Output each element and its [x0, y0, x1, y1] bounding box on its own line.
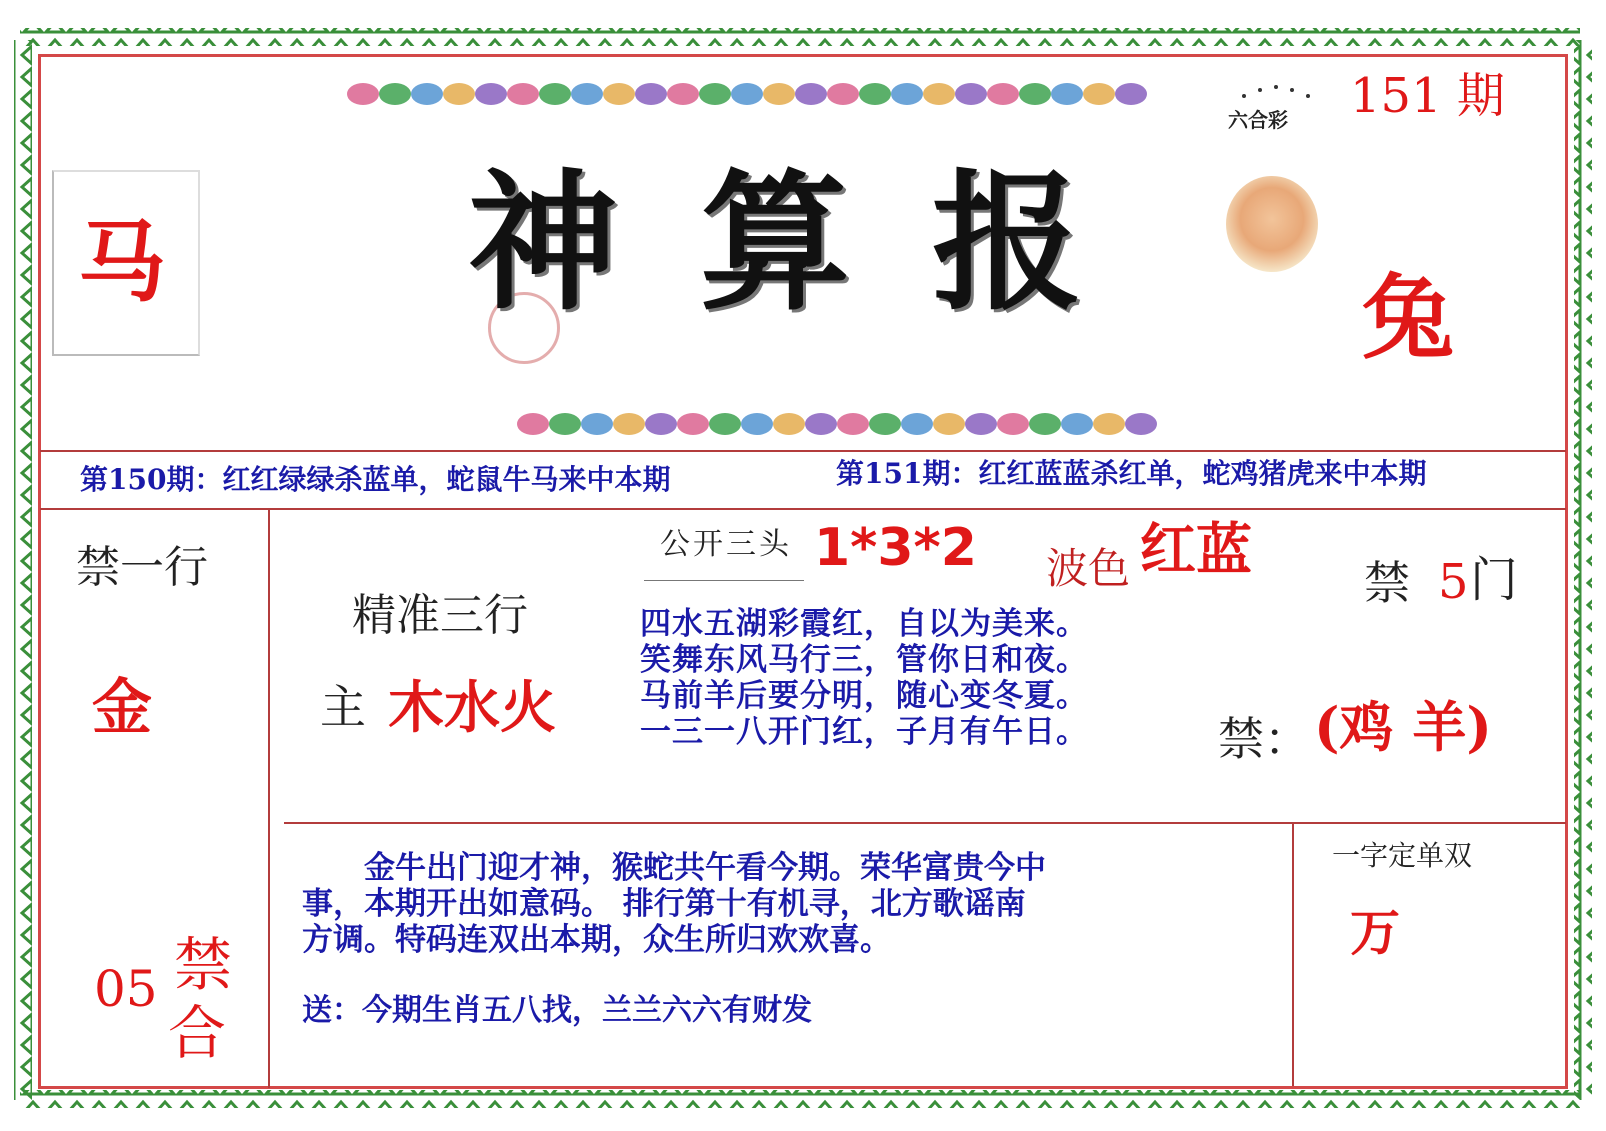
lottery-logo: [1224, 82, 1324, 142]
frame-right: [1565, 54, 1568, 1088]
three-lines-main-label: 主: [320, 680, 366, 734]
issue-number-unit: 期: [1456, 68, 1505, 124]
wave-label: 波色: [1046, 544, 1131, 593]
single-double-label: 一字定单双: [1332, 839, 1473, 872]
story-line: 方调。特码连双出本期，众生所归欢欢喜。: [302, 922, 891, 958]
ban-door-unit: 门: [1470, 552, 1519, 608]
story: [302, 850, 1046, 958]
story-line: 事，本期开出如意码。 排行第十有机寻，北方歌谣南: [302, 886, 1026, 922]
public-heads-value: 1*3*2: [814, 518, 977, 578]
top-right-zodiac: 兔: [1362, 264, 1455, 372]
issue-number: [1350, 68, 1505, 124]
single-double-value: 万: [1350, 903, 1400, 962]
wave-value: 红蓝: [1140, 517, 1252, 583]
poem-line: 一三一八开门红，子月有午日。: [640, 714, 1088, 750]
portrait-avatar: [1226, 176, 1318, 272]
ban-door-label: 禁: [1364, 556, 1410, 610]
history-top-rule: [40, 450, 1566, 452]
ban-line-label: 禁一行: [76, 542, 208, 593]
ban-line-value: 金: [92, 673, 152, 743]
history-right: 第151期：红红蓝蓝杀红单，蛇鸡猪虎来中本期: [836, 457, 1427, 490]
frame-left: [38, 54, 41, 1088]
lower-section-rule: [284, 822, 1566, 824]
ban-zodiac-value: (鸡 羊): [1314, 695, 1492, 759]
ban-combo-label-bottom: 合: [168, 999, 227, 1067]
flower-garland-top: [345, 78, 1165, 110]
top-left-zodiac: 马: [78, 210, 167, 314]
public-heads-underline: [644, 580, 804, 581]
frame-top: [38, 54, 1568, 57]
flower-garland-bottom: [515, 408, 1175, 440]
issue-number-value: 151: [1350, 68, 1442, 124]
ban-combo-label-top: 禁: [174, 931, 233, 999]
right-box-divider: [1292, 822, 1294, 1086]
three-lines-main-value: 木水火: [388, 675, 556, 741]
poem-line: 笑舞东风马行三，管你日和夜。: [640, 642, 1088, 678]
public-heads-label: 公开三头: [660, 527, 792, 562]
poem: [640, 606, 1088, 750]
story-line: 金牛出门迎才神，猴蛇共午看今期。荣华富贵今中: [364, 850, 1046, 886]
left-column-divider: [268, 510, 270, 1088]
page-title: 神算报: [468, 155, 1165, 331]
gift-line: 送：今期生肖五八找，兰兰六六有财发: [302, 993, 812, 1028]
ban-zodiac-label: 禁：: [1218, 712, 1310, 766]
three-lines-label: 精准三行: [352, 590, 528, 641]
poem-line: 马前羊后要分明，随心变冬夏。: [640, 678, 1088, 714]
logo-stars-icon: [1224, 82, 1324, 102]
ban-combo-number: 05: [94, 960, 158, 1018]
logo-text: 六合彩: [1228, 108, 1288, 132]
history-left: 第150期：红红绿绿杀蓝单，蛇鼠牛马来中本期: [80, 463, 671, 496]
ban-door-number: 5: [1438, 554, 1469, 610]
poem-line: 四水五湖彩霞红，自以为美来。: [640, 606, 1088, 642]
